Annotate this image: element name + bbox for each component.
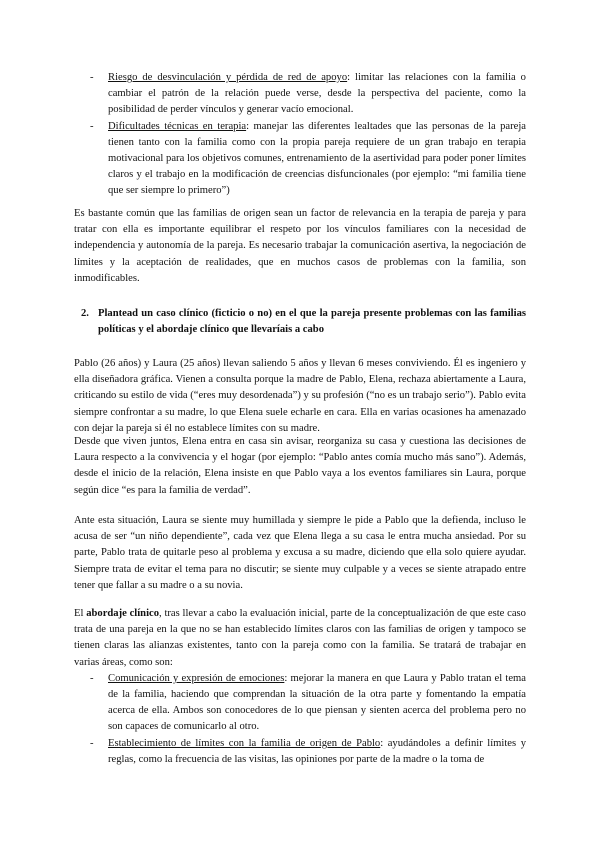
list-item-title: Establecimiento de límites con la familia de origen de Pablo <box>108 737 381 749</box>
dash-bullet: - <box>90 737 94 749</box>
list-item-title: Riesgo de desvinculación y pérdida de red de apoyo <box>108 72 348 83</box>
section-number: 2. <box>81 308 89 319</box>
list-item-title: Comunicación y expresión de emociones <box>108 672 285 684</box>
list-item <box>74 119 526 200</box>
case-paragraph-block <box>74 356 526 437</box>
case-paragraph: Pablo (26 años) y Laura (25 años) llevan saliendo 5 años y llevan 6 meses conviviendo. Él es ingeniero y ella diseñadora gráfica. Vienen a consulta porque la madre de Pablo, Elena, rechaza abiertamente a Laura, criticando su estilo de vida (“eres muy desordenada”) y su profesión (“no es un trabajo serio”). Pablo evita siempre confrontar a su madre, lo que Elena suele echarle en cara. Ella en varias ocasiones ha amenazado con dejar la pareja si él no establece límites con su madre. <box>74 358 526 434</box>
situation-paragraph: Ante esta situación, Laura se siente muy humillada y siempre le pide a Pablo que la defienda, incluso le acusa de ser “un niño dependiente”, cada vez que Elena llega a su casa le entra mucha ansiedad. Por su parte, Pablo trata de quitarle peso al problema y excusa a su madre, diciendo que ella solo quiere ayudar. Siempre trata de evitar el tema para no discutir; se siente muy culpable y a veces se siente atrapado entre tener que fallar a su madre o a su novia. <box>74 515 526 591</box>
dash-bullet: - <box>90 672 94 684</box>
elena-paragraph: Desde que viven juntos, Elena entra en casa sin avisar, reorganiza su casa y cuestiona las decisiones de Laura respecto a la convivencia y el hogar (por ejemplo: “Pablo antes comía mucho más sano”). Además, desde el inicio de la relación, Elena insiste en que Pablo vaya a los eventos familiares sin Laura, porque según dice “es para la familia de verdad”. <box>74 436 526 496</box>
list-item-text: : limitar las relaciones con la familia o cambiar el patrón de la relación puede verse, desde la perspectiva del paciente, como la posibilidad de perder vínculos y generar vacío emocional. <box>108 72 526 116</box>
approach-lead: El <box>74 608 87 619</box>
list-item-title: Dificultades técnicas en terapia <box>108 120 247 132</box>
elena-paragraph-block <box>74 434 526 499</box>
approach-block <box>74 606 526 768</box>
list-item <box>74 736 526 768</box>
section-heading-text: Plantead un caso clínico (ficticio o no) en el que la pareja presente problemas con las familias políticas y el abordaje clínico que llevaríais a cabo <box>98 308 526 336</box>
families-paragraph: Es bastante común que las familias de origen sean un factor de relevancia en la terapia de pareja y para tratar con ella es importante equilibrar el respeto por los vínculos familiares con la necesidad de independencia y autonomía de la pareja. Es necesario trabajar la comunicación asertiva, la negociación de límites y la aceptación de realidades, que en muchos casos de problemas con la familia, son inmodificables. <box>74 208 526 284</box>
list-item <box>74 671 526 736</box>
families-paragraph-block <box>74 206 526 287</box>
approach-list <box>74 671 526 768</box>
section-heading <box>74 306 526 338</box>
list-item-text: : manejar las diferentes lealtades que las personas de la pareja tienen tanto con la familia como con la propia pareja requiere de un gran trabajo en terapia motivacional para los objetivos comunes, entrenamiento de la asertividad para poder poner límites claros y el trabajo en la modificación de creencias disfuncionales (por ejemplo: “mi familia tiene que ser siempre lo primero”) <box>108 120 526 197</box>
risk-list <box>74 70 526 200</box>
dash-bullet: - <box>90 72 94 83</box>
situation-paragraph-block <box>74 513 526 594</box>
approach-rest: , tras llevar a cabo la evaluación inicial, parte de la conceptualización de que este caso trata de una pareja en la que no se han establecido límites claros con las familias de origen y tampoco se tienen claras las alianzas existentes, tanto con la pareja como con la familia. Se tratará de trabajar en varias áreas, como son: <box>74 608 526 668</box>
list-item <box>74 70 526 119</box>
list-item-text: : ayudándoles a definir límites y reglas, como la frecuencia de las visitas, las opiniones por parte de la madre o la toma de <box>108 737 526 765</box>
risk-list-block <box>74 70 526 200</box>
dash-bullet: - <box>90 120 94 132</box>
approach-bold-term: abordaje clínico <box>86 608 160 619</box>
approach-paragraph <box>74 606 526 671</box>
list-item-text: : mejorar la manera en que Laura y Pablo tratan el tema de la familia, haciendo que comprendan la situación de la otra parte y fomentando la empatía acerca de ella. Ambos son conocedores de lo que piensan y sienten acerca del problema pero no son capaces de comunicarlo al otro. <box>108 672 526 733</box>
